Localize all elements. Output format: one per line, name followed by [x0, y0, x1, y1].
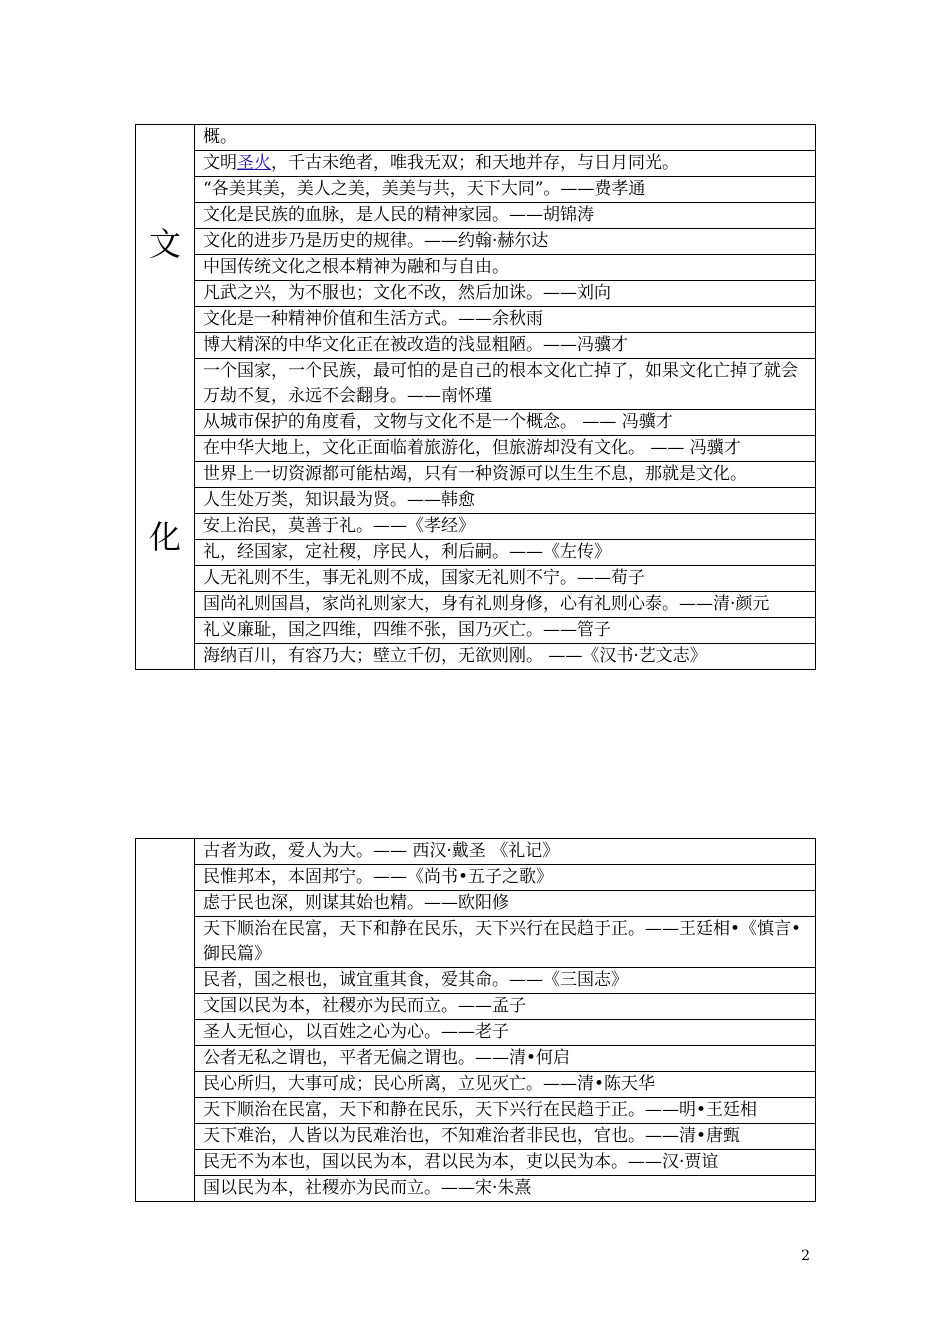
quote-row: 文化的进步乃是历史的规律。——约翰·赫尔达	[195, 229, 816, 255]
page-number: 2	[801, 1248, 810, 1264]
quote-row: 天下顺治在民富，天下和静在民乐，天下兴行在民趋于正。——王廷相•《慎言•御民篇》	[195, 917, 816, 968]
side-heading-cell	[136, 839, 195, 1202]
side-char-hua: 化	[148, 518, 181, 556]
quote-row: 安上治民，莫善于礼。——《孝经》	[195, 514, 816, 540]
quote-row: 世界上一切资源都可能枯竭，只有一种资源可以生生不息，那就是文化。	[195, 462, 816, 488]
quote-row: 海纳百川，有容乃大；壁立千仞，无欲则刚。 ——《汉书·艺文志》	[195, 644, 816, 670]
quote-table-people	[135, 838, 816, 1202]
quote-row: 公者无私之谓也，平者无偏之谓也。——清•何启	[195, 1046, 816, 1072]
side-char-wen: 文	[148, 225, 181, 263]
quote-row: 中国传统文化之根本精神为融和与自由。	[195, 255, 816, 281]
quote-row: 民心所归，大事可成；民心所离，立见灭亡。——清•陈天华	[195, 1072, 816, 1098]
quote-row: 概。	[195, 125, 816, 151]
quote-row: 民无不为本也，国以民为本，君以民为本，吏以民为本。——汉·贾谊	[195, 1150, 816, 1176]
quote-row: 民惟邦本，本固邦宁。——《尚书•五子之歌》	[195, 865, 816, 891]
quote-row: 文化是一种精神价值和生活方式。——余秋雨	[195, 307, 816, 333]
quote-table-culture	[135, 124, 816, 670]
quote-row: 文国以民为本，社稷亦为民而立。——孟子	[195, 994, 816, 1020]
quote-link[interactable]: 圣火	[237, 153, 271, 173]
quote-row: 虑于民也深，则谋其始也精。——欧阳修	[195, 891, 816, 917]
quote-row: 圣人无恒心，以百姓之心为心。——老子	[195, 1020, 816, 1046]
quote-row: 礼义廉耻，国之四维，四维不张，国乃灭亡。——管子	[195, 618, 816, 644]
quote-row: 博大精深的中华文化正在被改造的浅显粗陋。——冯骥才	[195, 333, 816, 359]
quote-row: 人生处万类，知识最为贤。——韩愈	[195, 488, 816, 514]
quote-row: “各美其美，美人之美，美美与共，天下大同”。——费孝通	[195, 177, 816, 203]
quote-row: 一个国家，一个民族，最可怕的是自己的根本文化亡掉了，如果文化亡掉了就会万劫不复，永远不会翻身。——南怀瑾	[195, 359, 816, 410]
quote-text: 文明	[203, 153, 237, 173]
quote-row: 人无礼则不生，事无礼则不成，国家无礼则不宁。——荀子	[195, 566, 816, 592]
quote-row	[195, 151, 816, 177]
quote-row: 在中华大地上，文化正面临着旅游化，但旅游却没有文化。 —— 冯骥才	[195, 436, 816, 462]
quote-row: 从城市保护的角度看，文物与文化不是一个概念。 —— 冯骥才	[195, 410, 816, 436]
quote-row: 国尚礼则国昌，家尚礼则家大，身有礼则身修，心有礼则心泰。——清·颜元	[195, 592, 816, 618]
quote-row: 天下顺治在民富，天下和静在民乐，天下兴行在民趋于正。——明•王廷相	[195, 1098, 816, 1124]
quote-row: 凡武之兴，为不服也；文化不改，然后加诛。——刘向	[195, 281, 816, 307]
quote-row: 民者，国之根也，诚宜重其食，爱其命。——《三国志》	[195, 968, 816, 994]
quote-row: 国以民为本，社稷亦为民而立。——宋·朱熹	[195, 1176, 816, 1202]
quote-text: ，千古未绝者，唯我无双；和天地并存，与日月同光。	[271, 153, 679, 173]
quote-row: 礼，经国家，定社稷，序民人，利后嗣。——《左传》	[195, 540, 816, 566]
quote-row: 古者为政，爱人为大。—— 西汉·戴圣 《礼记》	[195, 839, 816, 865]
quote-row: 天下难治，人皆以为民难治也，不知难治者非民也，官也。——清•唐甄	[195, 1124, 816, 1150]
side-heading-cell	[136, 125, 195, 670]
quote-row: 文化是民族的血脉，是人民的精神家园。——胡锦涛	[195, 203, 816, 229]
